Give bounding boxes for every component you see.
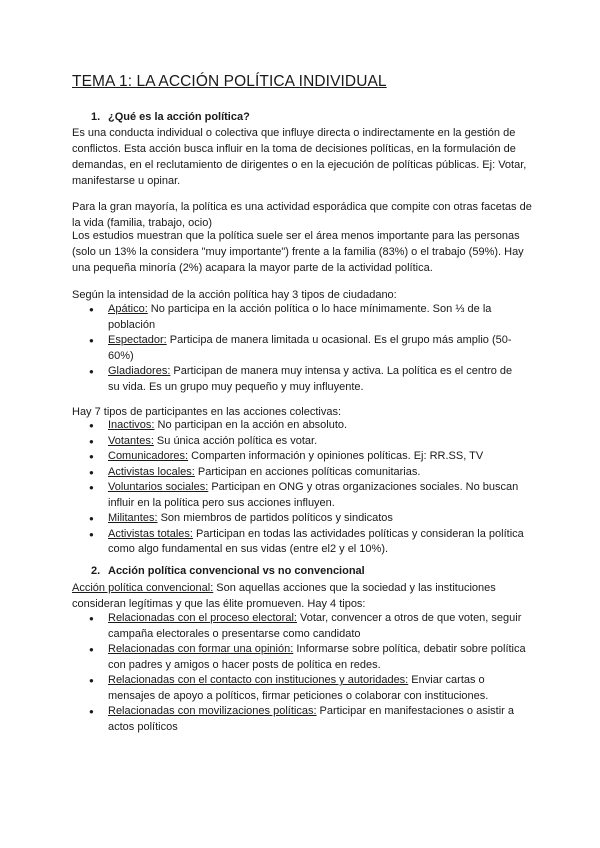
page-title: TEMA 1: LA ACCIÓN POLÍTICA INDIVIDUAL [72,73,387,90]
citizen-types-list [88,302,526,395]
list-item-term: Activistas totales: [108,527,193,540]
list-item-term: Relacionadas con formar una opinión: [108,643,294,655]
list-item-term: Votantes: [108,434,154,447]
list-item [88,434,526,450]
list-item-term: Gladiadores: [108,365,171,377]
citizen-types-intro: Según la intensidad de la acción política hay 3 tipos de ciudadano: [72,289,397,301]
list-item-text: Informarse sobre política, debatir sobre política con padres y amigos o hacer posts de política en redes. [108,643,526,671]
list-item-text: Participar en manifestaciones o asistir a actos políticos [108,705,514,733]
list-item [88,527,526,558]
list-item [88,364,526,395]
list-item-term: Apático: [108,303,148,315]
list-item [88,611,526,642]
list-item-term: Activistas locales: [108,465,195,478]
section-2-heading [91,565,365,577]
section-1-heading [91,111,250,123]
section-1-number: 1. [91,111,101,123]
section-1-paragraph-3: Los estudios muestran que la política suele ser el área menos importante para las personas (solo un 13% la considera "muy importante") frente a la familia (83%) o el trabajo (59%). Hay una pequeña minoría (2%) acapara la mayor parte de la actividad política. [72,230,524,274]
list-item-text: Su única acción política es votar. [153,434,318,447]
list-item [88,480,526,511]
list-item-text: Participan de manera muy intensa y activa. La política es el centro de su vida. Es un grupo muy pequeño y muy influyente. [108,365,513,393]
section-2-intro-text: Son aquellas acciones que la sociedad y las instituciones consideran legítimas y que las élite promueven. Hay 4 tipos: [72,582,496,610]
list-item-text: No participan en la acción en absoluto. [154,419,348,431]
list-item-term: Relacionadas con el contacto con instituciones y autoridades: [108,674,409,686]
section-1-paragraph-1: Es una conducta individual o colectiva que influye directa o indirectamente en la gestión de conflictos. Esta acción busca influir en la toma de decisiones políticas, en la formulación de demandas, en el reclutamiento de dirigentes o en la ejecución de políticas públicas. Ej: Votar, manifestarse u opinar. [72,127,527,187]
list-item-text: Comparten información y opiniones políticas. Ej: RR.SS, TV [188,450,484,462]
list-item [88,302,526,333]
list-item-term: Relacionadas con el proceso electoral: [108,612,297,624]
list-item [88,673,526,704]
list-item-term: Voluntarios sociales: [108,481,209,493]
list-item-text: Participan en todas las actividades políticas y consideran la política como algo fundamental en sus vidas (entre el2 y el 10%). [108,527,524,555]
list-item-text: Participan en acciones políticas comunitarias. [194,465,421,478]
list-item-text: Participa de manera limitada u ocasional. Es el grupo más amplio (50-60%) [108,334,512,362]
list-item-term: Relacionadas con movilizaciones políticas: [108,705,317,717]
section-2-intro [72,580,532,612]
participants-intro: Hay 7 tipos de participantes en las acciones colectivas: [72,406,342,418]
list-item [88,333,526,364]
list-item [88,642,526,673]
list-item-text: Participan en ONG y otras organizaciones sociales. No buscan influir en la política pero sus acciones influyen. [108,481,519,509]
list-item [88,704,526,735]
section-2-number: 2. [91,565,101,577]
list-item-text: Enviar cartas o mensajes de apoyo a políticos, firmar peticiones o colaborar con instituciones. [108,674,489,702]
list-item [88,449,526,465]
list-item-text: Son miembros de partidos políticos y sindicatos [157,512,393,524]
list-item-term: Inactivos: [108,419,155,431]
list-item-text: Votar, convencer a otros de que voten, seguir campaña electorales o presentarse como candidato [108,612,522,640]
list-item [88,418,526,434]
list-item-term: Comunicadores: [108,450,189,462]
section-1-title: ¿Qué es la acción política? [108,111,250,123]
section-2-intro-term: Acción política convencional: [72,582,214,594]
list-item-term: Militantes: [108,512,158,524]
list-item [88,465,526,481]
conventional-action-list [88,611,526,735]
section-1-paragraph-2: Para la gran mayoría, la política es una actividad esporádica que compite con otras facetas de la vida (familia, trabajo, ocio) [72,201,532,229]
section-2-title: Acción política convencional vs no convencional [108,565,365,577]
list-item [88,511,526,527]
list-item-term: Espectador: [108,334,167,346]
list-item-text: No participa en la acción política o lo hace mínimamente. Son ⅓ de la población [108,303,492,331]
participants-list [88,418,526,558]
